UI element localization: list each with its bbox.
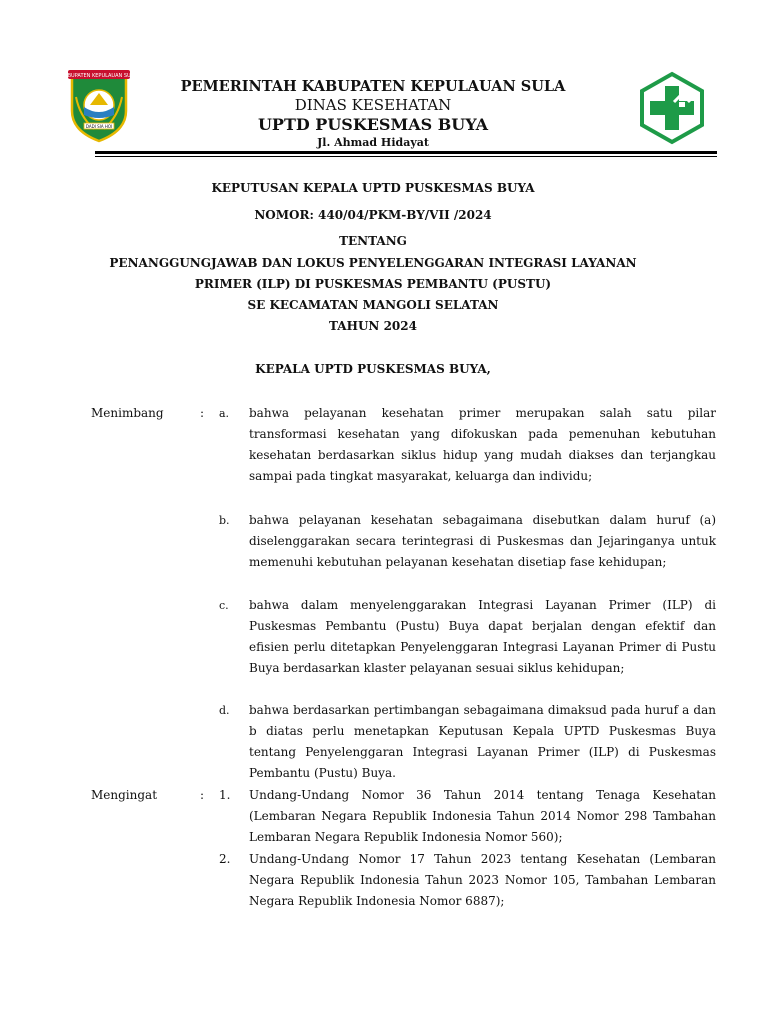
decree-subject-line3: SE KECAMATAN MANGOLI SELATAN [247, 298, 499, 312]
decree-subject-line2: PRIMER (ILP) DI PUSKESMAS PEMBANTU (PUSTU) [194, 277, 552, 291]
menimbang-label: Menimbang [91, 406, 164, 420]
letterhead-divider-thin [95, 156, 717, 157]
menimbang-colon: : [200, 406, 205, 420]
menimbang-item-text: bahwa berdasarkan pertimbangan sebagaimana dimaksud pada huruf a dan b diatas perlu menetapkan Keputusan Kepala UPTD Puskesmas Buya tentang Penyelenggaran Integrasi Layanan Primer (ILP) di Puskesmas Pembantu (Pustu) Buya. [249, 703, 716, 780]
department-name: DINAS KESEHATAN [294, 96, 452, 114]
regency-emblem-icon [61, 67, 137, 143]
decree-heading: KEPUTUSAN KEPALA UPTD PUSKESMAS BUYA [211, 181, 535, 195]
decree-subject-line1: PENANGGUNGJAWAB DAN LOKUS PENYELENGGARAN INTEGRASI LAYANAN [109, 256, 637, 270]
menimbang-item-mark: b. [219, 514, 230, 527]
letterhead-divider [95, 151, 717, 154]
decree-issuer: KEPALA UPTD PUSKESMAS BUYA, [255, 362, 491, 376]
mengingat-item-text: Undang-Undang Nomor 17 Tahun 2023 tentang Kesehatan (Lembaran Negara Republik Indonesia Tahun 2023 Nomor 105, Tambahan Lembaran Negara Republik Indonesia Nomor 6887); [249, 852, 716, 908]
institution-address: Jl. Ahmad Hidayat [317, 136, 429, 149]
emblem-banner-text: KABUPATEN KEPULAUAN SULA [61, 73, 137, 79]
institution-name: UPTD PUSKESMAS BUYA [257, 115, 489, 134]
puskesmas-logo-icon [636, 72, 708, 144]
decree-tentang: TENTANG [339, 234, 407, 248]
menimbang-item-text: bahwa pelayanan kesehatan sebagaimana disebutkan dalam huruf (a) diselenggarakan secara terintegrasi di Puskesmas dan Jejaringanya untuk memenuhi kebutuhan pelayanan kesehatan disetiap fase kehidupan; [249, 513, 716, 569]
decree-number: NOMOR: 440/04/PKM-BY/VII /2024 [254, 208, 492, 222]
mengingat-label: Mengingat [91, 788, 158, 802]
menimbang-item-mark: a. [219, 407, 230, 420]
mengingat-item-text: Undang-Undang Nomor 36 Tahun 2014 tentang Tenaga Kesehatan (Lembaran Negara Republik Indonesia Tahun 2014 Nomor 298 Tambahan Lembaran Negara Republik Indonesia Nomor 560); [249, 788, 716, 844]
mengingat-item-mark: 2. [219, 852, 231, 866]
mengingat-item-mark: 1. [219, 788, 231, 802]
menimbang-item-text: bahwa dalam menyelenggarakan Integrasi Layanan Primer (ILP) di Puskesmas Pembantu (Pustu) Buya dapat berjalan dengan efektif dan efisien perlu ditetapkan Penyelenggaran Integrasi Layanan Primer di Pustu Buya berdasarkan klaster pelayanan sesuai siklus kehidupan; [249, 598, 716, 675]
menimbang-item-mark: c. [219, 599, 229, 612]
mengingat-colon: : [200, 788, 205, 802]
government-name: PEMERINTAH KABUPATEN KEPULAUAN SULA [180, 78, 566, 95]
menimbang-item-mark: d. [219, 704, 230, 717]
emblem-motto-text: DADI SIA HOI [85, 124, 113, 129]
decree-year: TAHUN 2024 [329, 319, 417, 333]
menimbang-item-text: bahwa pelayanan kesehatan primer merupakan salah satu pilar transformasi kesehatan yang difokuskan pada pemenuhan kebutuhan kesehatan berdasarkan siklus hidup yang mudah diakses dan terjangkau sampai pada tingkat masyarakat, keluarga dan individu; [249, 406, 716, 483]
